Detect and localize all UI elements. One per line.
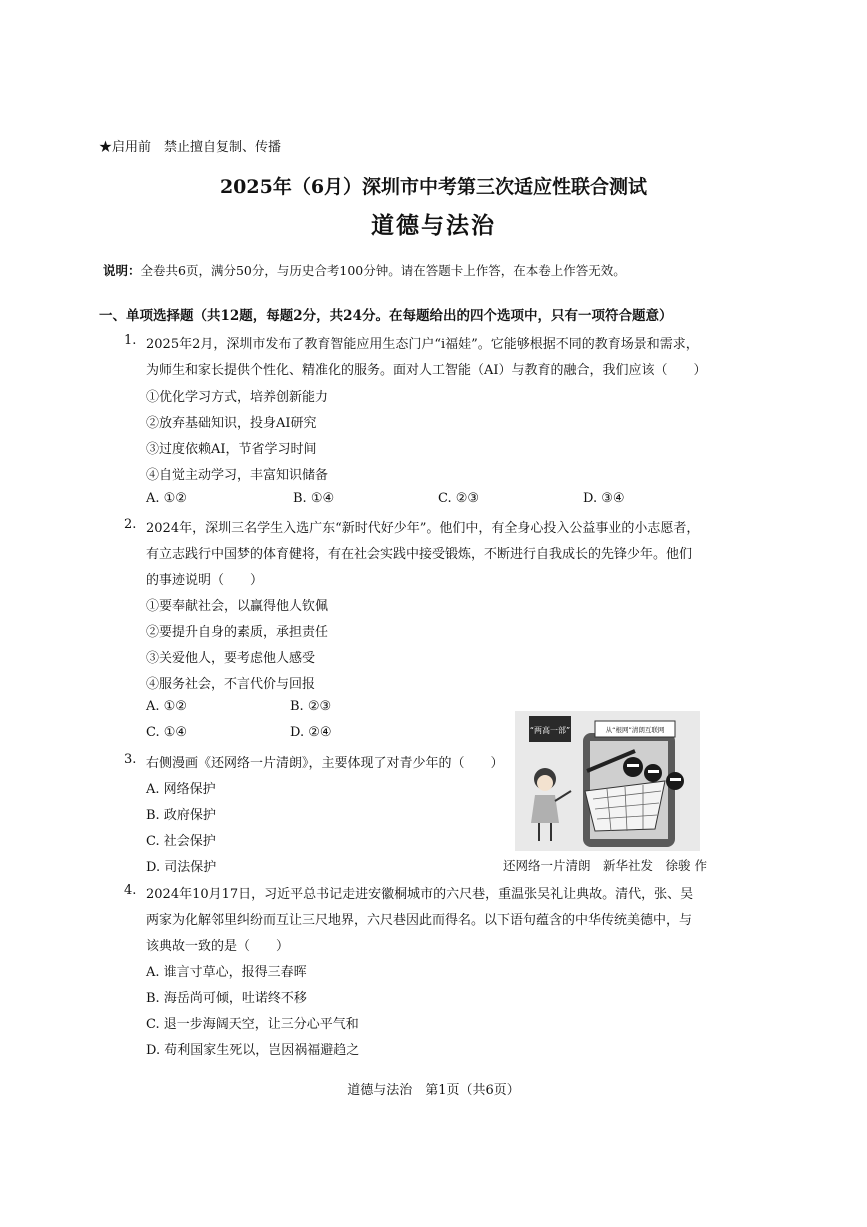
q1-option-d: D. ③④ — [583, 491, 625, 506]
q3-stem: 右侧漫画《还网络一片清朗》，主要体现了对青少年的（ ） — [146, 756, 504, 771]
q2-option-a: A. ①② — [146, 699, 187, 714]
subject-title: 道德与法治 — [371, 212, 496, 239]
q1-statement-4: ④自觉主动学习，丰富知识储备 — [146, 468, 329, 483]
q2-option-d: D. ②④ — [290, 725, 332, 740]
instructions — [103, 261, 626, 279]
q2-option-c: C. ①④ — [146, 725, 188, 740]
cartoon-illustration — [515, 711, 700, 851]
page-footer: 道德与法治 第1页（共6页） — [347, 1083, 520, 1098]
q4-option-d: D. 苟利国家生死以，岂因祸福避趋之 — [146, 1043, 360, 1058]
q2-option-b: B. ②③ — [290, 699, 332, 714]
q4-option-b: B. 海岳尚可倾，吐诺终不移 — [146, 991, 307, 1006]
q2-stem-line3: 的事迹说明（ ） — [146, 573, 264, 588]
q4-stem-line1: 2024年10月17日，习近平总书记走进安徽桐城市的六尺巷，重温张吴礼让典故。清代，张、吴 — [146, 887, 694, 902]
q1-stem-line2: 为师生和家长提供个性化、精准化的服务。面对人工智能（AI）与教育的融合，我们应该（ ） — [146, 363, 707, 378]
q1-statement-3: ③过度依赖AI，节省学习时间 — [146, 442, 317, 457]
q1-option-b: B. ①④ — [293, 491, 335, 506]
q1-number: 1. — [124, 333, 137, 348]
q3-number: 3. — [124, 752, 137, 767]
cartoon-sign-text: “两高一部” — [529, 726, 571, 735]
q1-option-a: A. ①② — [146, 491, 187, 506]
instructions-text: 全卷共6页，满分50分，与历史合考100分钟。请在答题卡上作答，在本卷上作答无效。 — [140, 263, 626, 278]
q3-option-b: B. 政府保护 — [146, 808, 216, 823]
q4-option-c: C. 退一步海阔天空，让三分心平气和 — [146, 1017, 359, 1032]
q1-statement-1: ①优化学习方式，培养创新能力 — [146, 390, 329, 405]
section-title: 一、单项选择题（共12题，每题2分，共24分。在每题给出的四个选项中，只有一项符合题意） — [99, 308, 673, 324]
q4-stem-line3: 该典故一致的是（ ） — [146, 939, 290, 954]
cartoon-caption: 还网络一片清朗 新华社发 徐骏 作 — [503, 858, 707, 873]
q2-statement-1: ①要奉献社会，以赢得他人钦佩 — [146, 599, 329, 614]
instructions-label: 说明： — [103, 263, 141, 278]
q2-stem-line1: 2024年，深圳三名学生入选广东“新时代好少年”。他们中，有全身心投入公益事业的小志愿者， — [146, 521, 700, 536]
q4-number: 4. — [124, 883, 137, 898]
q2-statement-4: ④服务社会，不言代价与回报 — [146, 677, 316, 692]
q3-option-a: A. 网络保护 — [146, 782, 216, 797]
confidential-note: ★启用前 禁止擅自复制、传播 — [99, 140, 282, 155]
q1-stem-line1: 2025年2月，深圳市发布了教育智能应用生态门户“i福娃”。它能够根据不同的教育场景和需求， — [146, 337, 699, 352]
q3-option-d: D. 司法保护 — [146, 860, 217, 875]
q2-statement-3: ③关爱他人，要考虑他人感受 — [146, 651, 316, 666]
q2-statement-2: ②要提升自身的素质，承担责任 — [146, 625, 329, 640]
q4-option-a: A. 谁言寸草心，报得三春晖 — [146, 965, 307, 980]
cartoon-banner-text: 从“根网”清朗互联网 — [605, 726, 665, 734]
q2-number: 2. — [124, 517, 137, 532]
q4-stem-line2: 两家为化解邻里纠纷而互让三尺地界，六尺巷因此而得名。以下语句蕴含的中华传统美德中，与 — [146, 913, 693, 928]
q1-option-c: C. ②③ — [438, 491, 480, 506]
q2-stem-line2: 有立志践行中国梦的体育健将，有在社会实践中接受锻炼，不断进行自我成长的先锋少年。他们 — [146, 547, 693, 562]
q1-statement-2: ②放弃基础知识，投身AI研究 — [146, 416, 317, 431]
exam-title: 2025年（6月）深圳市中考第三次适应性联合测试 — [219, 176, 648, 198]
q3-option-c: C. 社会保护 — [146, 834, 216, 849]
